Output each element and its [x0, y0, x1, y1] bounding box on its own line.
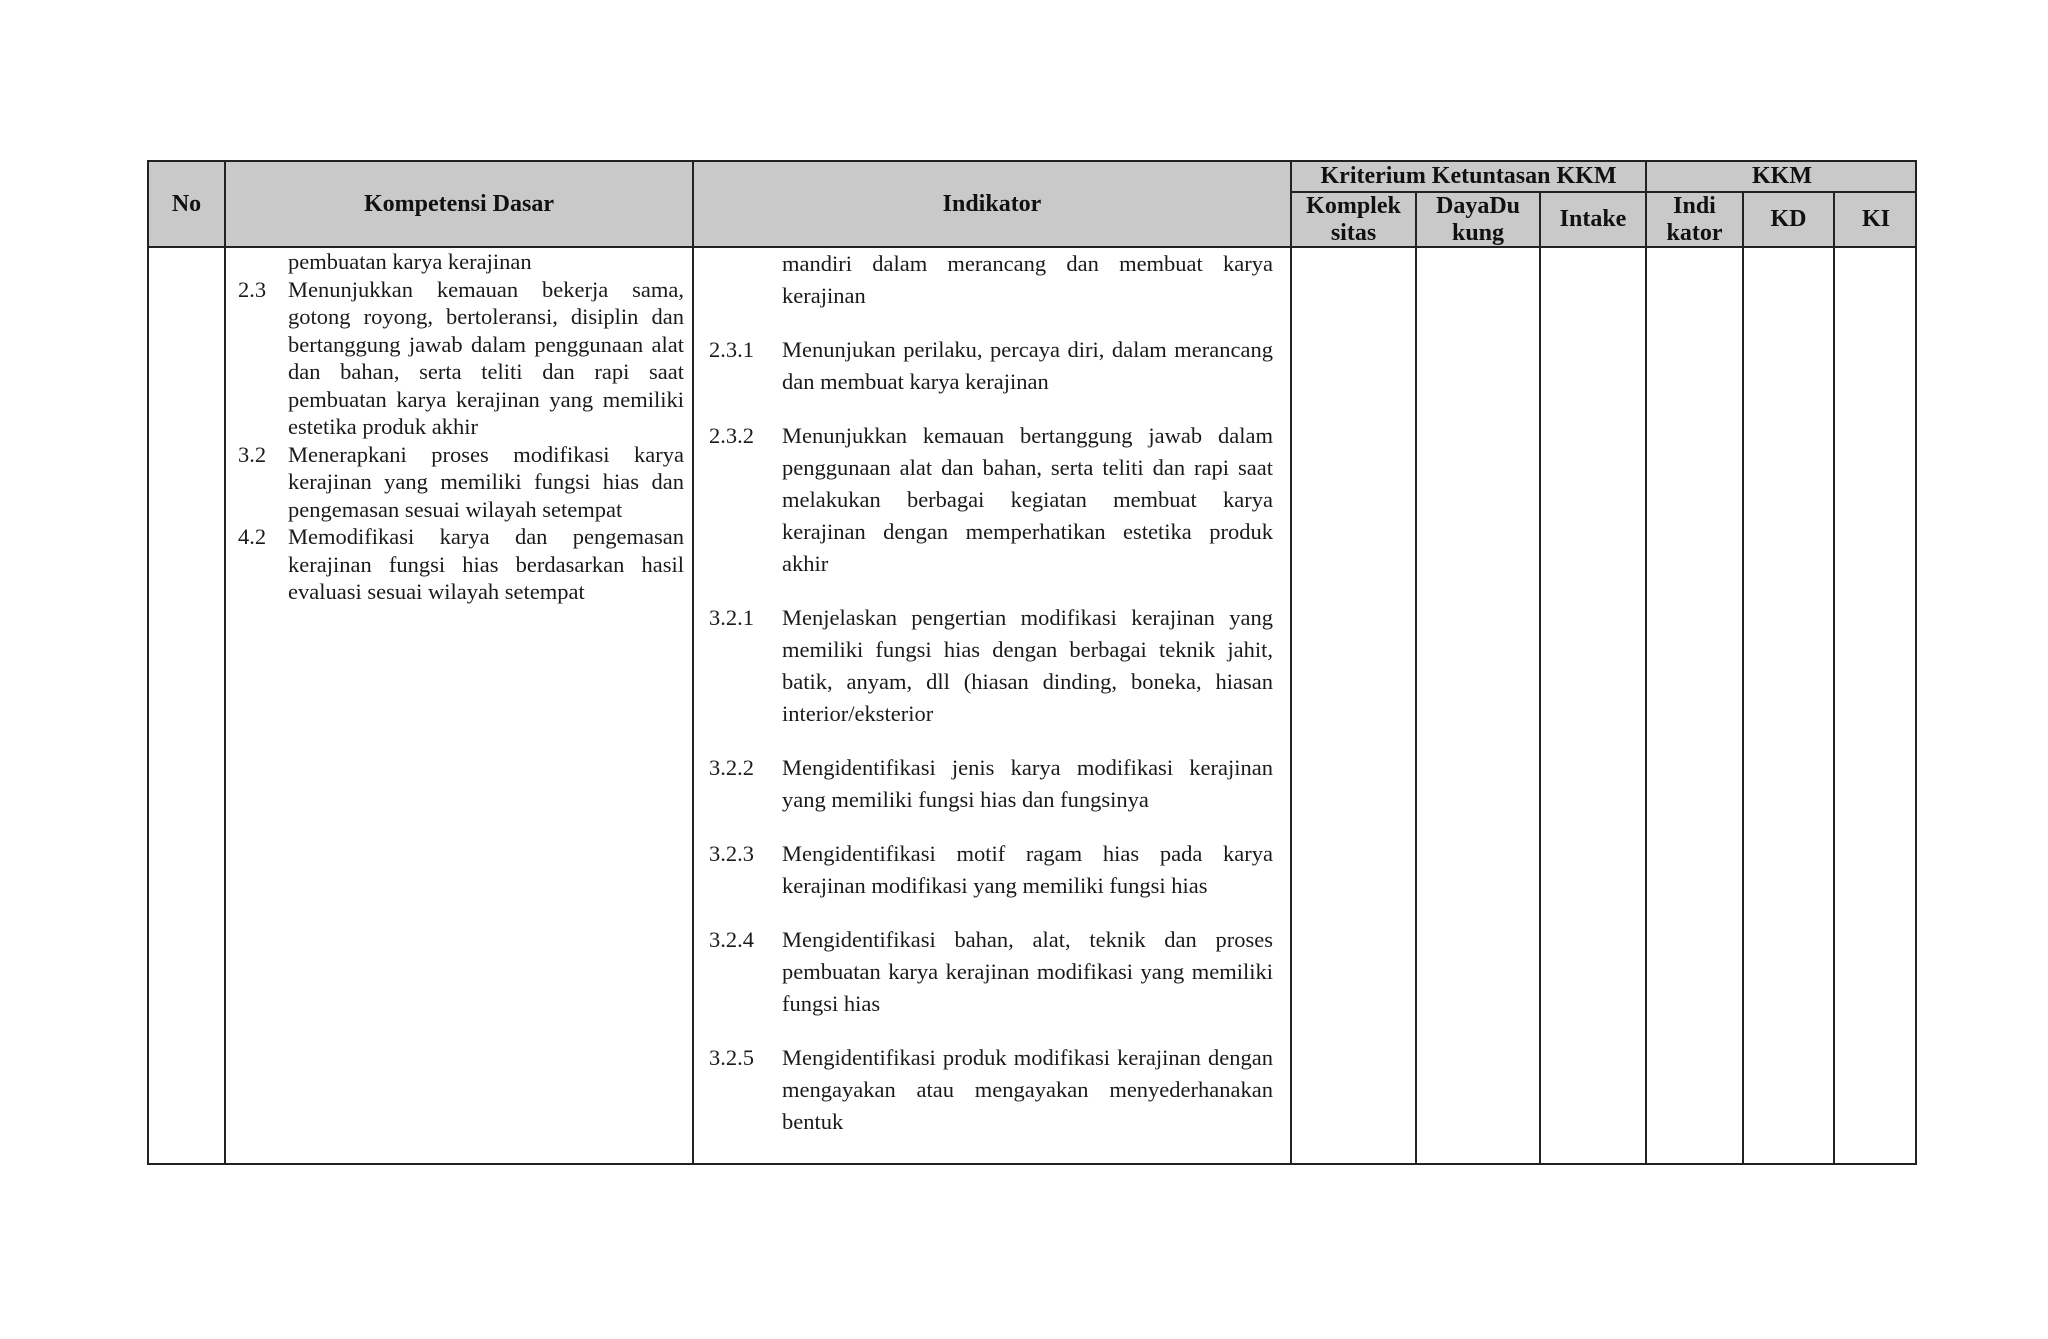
- list-item: [236, 248, 684, 276]
- list-item: [236, 276, 684, 441]
- column-divider: [1539, 191, 1541, 1163]
- header-indikator-kkm-line2: kator: [1666, 219, 1723, 246]
- list-item: [236, 441, 684, 524]
- item-number: 3.2.2: [709, 755, 754, 780]
- item-text: pembuatan karya kerajinan: [288, 249, 532, 274]
- header-no: No: [171, 190, 202, 217]
- list-item: [709, 838, 1273, 902]
- list-item: [236, 523, 684, 606]
- column-divider: [224, 162, 226, 1163]
- item-text: Mengidentifikasi bahan, alat, teknik dan proses pembuatan karya kerajinan modifikasi yang memiliki fungsi hias: [782, 927, 1273, 1016]
- header-kompleksitas: [1292, 193, 1415, 246]
- header-kkm: KKM: [1752, 163, 1812, 189]
- header-kriterium-ketuntasan: Kriterium Ketuntasan KKM: [1320, 163, 1617, 189]
- list-item: [709, 1042, 1273, 1138]
- list-item: [709, 420, 1273, 580]
- item-text: Mengidentifikasi jenis karya modifikasi kerajinan yang memiliki fungsi hias dan fungsinya: [782, 755, 1273, 812]
- list-item: [709, 602, 1273, 730]
- item-number: 3.2.4: [709, 927, 754, 952]
- item-number: 3.2.1: [709, 605, 754, 630]
- item-number: [236, 248, 288, 276]
- kompetensi-dasar-list: [236, 248, 684, 606]
- item-number: 2.3.2: [709, 423, 754, 448]
- header-indikator-kkm-line1: Indi: [1673, 192, 1716, 219]
- column-divider: [1645, 162, 1647, 1163]
- item-text: mandiri dalam merancang dan membuat karya kerajinan: [782, 251, 1273, 308]
- column-divider: [692, 162, 694, 1163]
- header-ki: KI: [1861, 206, 1890, 232]
- column-divider: [1415, 191, 1417, 1163]
- kkm-table: [147, 160, 1917, 1165]
- header-kompleksitas-line1: Komplek: [1306, 192, 1401, 219]
- item-number: 3.2.3: [709, 841, 754, 866]
- header-indikator: Indikator: [942, 190, 1042, 217]
- item-text: Menunjukkan kemauan bekerja sama, gotong royong, bertoleransi, disiplin dan bertanggung jawab dalam penggunaan alat dan bahan, serta teliti dan rapi saat pembuatan karya kerajinan yang memiliki estetika produk akhir: [288, 276, 684, 439]
- item-number: 3.2: [238, 441, 267, 467]
- header-intake: Intake: [1559, 206, 1627, 232]
- list-item: [709, 248, 1273, 312]
- header-daya-dukung: [1417, 193, 1539, 246]
- list-item: [709, 334, 1273, 398]
- item-text: Mengidentifikasi motif ragam hias pada karya kerajinan modifikasi yang memiliki fungsi hias: [782, 841, 1273, 898]
- header-kompleksitas-line2: sitas: [1330, 219, 1377, 246]
- column-divider: [1833, 191, 1835, 1163]
- header-daya-dukung-line2: kung: [1451, 219, 1505, 246]
- item-number: 4.2: [238, 524, 267, 549]
- header-kompetensi-dasar: Kompetensi Dasar: [364, 190, 554, 217]
- item-text: Mengidentifikasi produk modifikasi kerajinan dengan mengayakan atau mengayakan menyederhanakan bentuk: [782, 1045, 1273, 1134]
- item-text: Menunjukkan kemauan bertanggung jawab dalam penggunaan alat dan bahan, serta teliti dan rapi saat melakukan berbagai kegiatan membuat karya kerajinan dengan memperhatikan estetika produk akhir: [782, 423, 1273, 576]
- header-indikator-kkm: [1647, 193, 1742, 246]
- item-number: 2.3.1: [709, 337, 754, 362]
- item-number: 2.3: [238, 276, 267, 302]
- column-divider: [1290, 162, 1292, 1163]
- header-kd: KD: [1770, 206, 1807, 232]
- column-divider: [1742, 191, 1744, 1163]
- item-text: Menunjukan perilaku, percaya diri, dalam merancang dan membuat karya kerajinan: [782, 337, 1273, 394]
- list-item: [709, 752, 1273, 816]
- indikator-list: [709, 248, 1273, 1160]
- item-text: Menjelaskan pengertian modifikasi kerajinan yang memiliki fungsi hias dengan berbagai teknik jahit, batik, anyam, dll (hiasan dinding, boneka, hiasan interior/eksterior: [782, 605, 1273, 726]
- item-text: Menerapkani proses modifikasi karya kerajinan yang memiliki fungsi hias dan pengemasan sesuai wilayah setempat: [288, 441, 684, 522]
- item-number: 3.2.5: [709, 1045, 754, 1070]
- item-number: [709, 248, 782, 312]
- list-item: [709, 924, 1273, 1020]
- item-text: Memodifikasi karya dan pengemasan kerajinan fungsi hias berdasarkan hasil evaluasi sesuai wilayah setempat: [288, 524, 684, 604]
- header-daya-dukung-line1: DayaDu: [1435, 192, 1520, 219]
